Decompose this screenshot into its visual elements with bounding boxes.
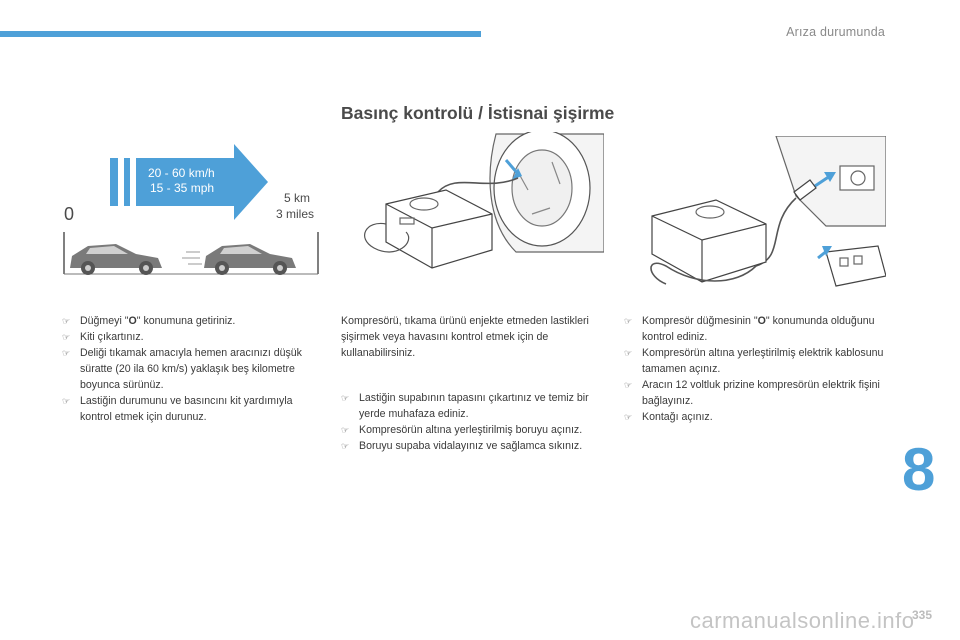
pointing-finger-icon: ☞: [341, 425, 350, 435]
start-label: 0: [64, 204, 75, 224]
pointing-finger-icon: ☞: [624, 348, 633, 358]
car-icon: [182, 244, 296, 275]
pointing-finger-icon: ☞: [341, 441, 350, 451]
car-icon: [70, 244, 162, 275]
middle-intro-text: Kompresörü, tıkama ürünü enjekte etmeden lastikleri şişirmek veya havasını kontrol etmek için de kullanabilirsiniz.: [341, 315, 589, 359]
list-item: ☞ Boruyu supaba vidalayınız ve sağlamca sıkınız.: [341, 440, 583, 452]
section-title: Arıza durumunda: [786, 25, 885, 39]
speed-mph-label: 15 - 35 mph: [150, 181, 215, 195]
list-item: ☞ Kompresörün altına yerleştirilmiş elektrik kablosunu tamamen açınız.: [624, 347, 884, 375]
header-accent-bar: [0, 31, 481, 37]
list-item: ☞ Aracın 12 voltluk prizine kompresörün elektrik fişini bağlayınız.: [624, 379, 880, 407]
pointing-finger-icon: ☞: [62, 348, 71, 358]
distance-km-label: 5 km: [284, 191, 311, 205]
watermark-text: carmanualsonline.info: [690, 608, 915, 633]
list-item: ☞ Düğmeyi "O" konumuna getiriniz.: [62, 315, 236, 327]
list-item: ☞ Lastiğin durumunu ve basıncını kit yardımıyla kontrol etmek için durunuz.: [62, 395, 293, 423]
pointing-finger-icon: ☞: [624, 412, 633, 422]
list-item: ☞ Kiti çıkartınız.: [62, 331, 144, 343]
page-heading: Basınç kontrolü / İstisnai şişirme: [341, 103, 615, 123]
list-item: ☞ Lastiğin supabının tapasını çıkartınız ve temiz bir yerde muhafaza ediniz.: [341, 392, 589, 420]
left-instruction-list: [62, 313, 320, 425]
pointing-finger-icon: ☞: [62, 316, 71, 326]
list-item: ☞ Kontağı açınız.: [624, 411, 713, 423]
speed-distance-figure: [58, 140, 324, 280]
list-item: ☞ Kompresörün altına yerleştirilmiş boruyu açınız.: [341, 424, 583, 436]
middle-instruction-list: [341, 390, 603, 454]
list-item: ☞ Kompresör düğmesinin "O" konumunda olduğunu kontrol ediniz.: [624, 315, 875, 343]
pointing-finger-icon: ☞: [624, 380, 633, 390]
pointing-finger-icon: ☞: [624, 316, 633, 326]
compressor-socket-figure: [626, 136, 886, 306]
speed-kmh-label: 20 - 60 km/h: [148, 166, 215, 180]
distance-miles-label: 3 miles: [276, 207, 315, 221]
pointing-finger-icon: ☞: [62, 332, 71, 342]
page-number: 335: [912, 608, 933, 622]
compressor-tyre-figure: [346, 132, 604, 292]
list-item: ☞ Deliği tıkamak amacıyla hemen aracınızı düşük süratte (20 ila 60 km/s) yaklaşık beş kilometre boyunca sürünüz.: [62, 347, 302, 391]
right-instruction-list: [624, 313, 884, 425]
chapter-number: 8: [902, 436, 936, 503]
pointing-finger-icon: ☞: [62, 396, 71, 406]
pointing-finger-icon: ☞: [341, 393, 350, 403]
